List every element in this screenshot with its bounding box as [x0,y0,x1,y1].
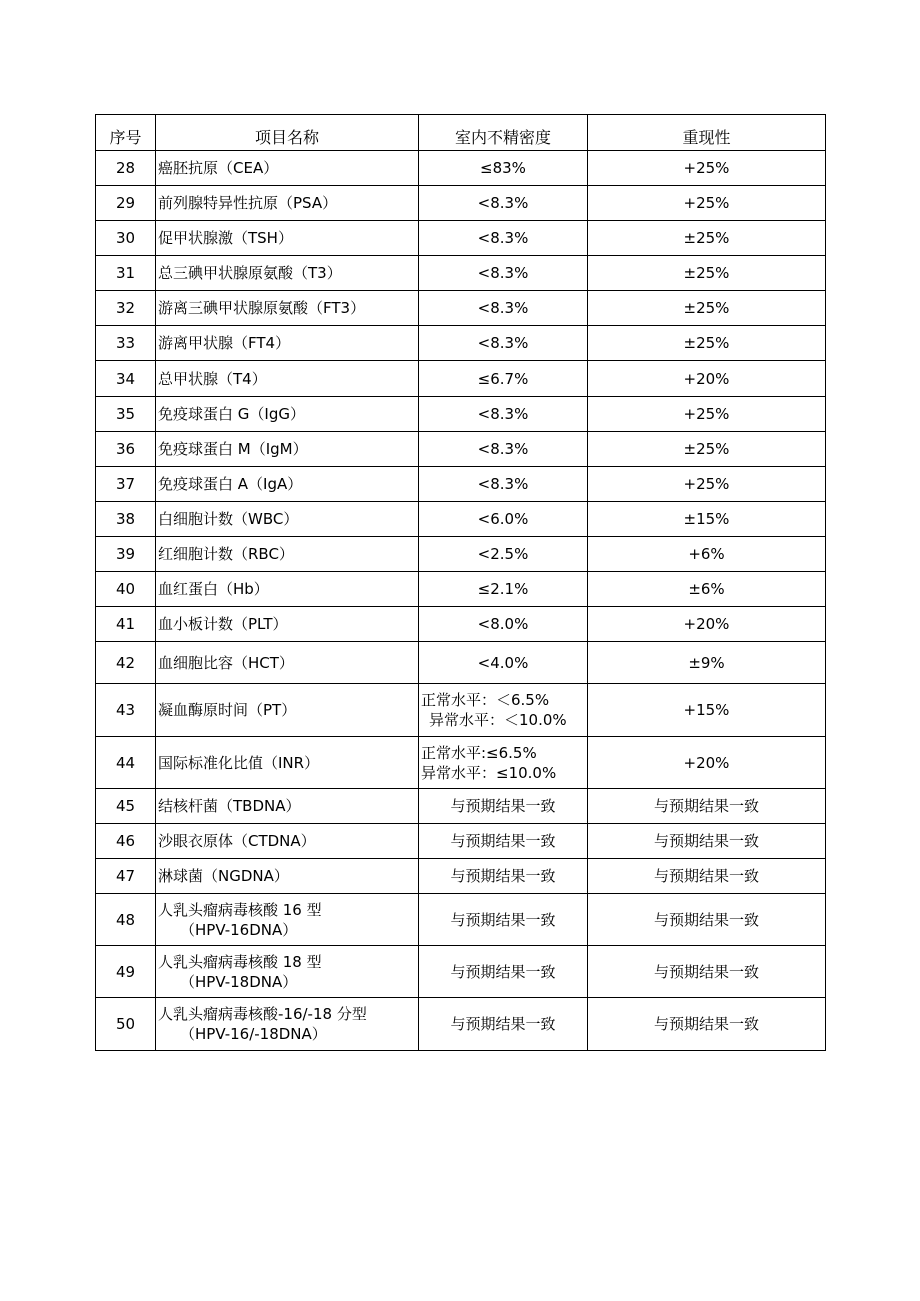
row-name-line-1: 人乳头瘤病毒核酸 18 型 [158,952,322,971]
row-imprecision: 与预期结果一致 [419,946,588,998]
row-no: 28 [96,151,156,186]
row-no: 37 [96,467,156,502]
row-imprecision: ≤2.1% [419,572,588,607]
row-no: 46 [96,824,156,859]
row-name: 沙眼衣原体（CTDNA） [156,824,419,859]
header-serial-no: 序号 [96,115,156,151]
row-name: 凝血酶原时间（PT） [156,684,419,737]
row-name: 癌胚抗原（CEA） [156,151,419,186]
row-imprecision: <8.3% [419,397,588,432]
table-row [96,502,826,537]
table-row [96,859,826,894]
row-reproducibility: 与预期结果一致 [588,894,826,946]
row-imprecision: 与预期结果一致 [419,998,588,1051]
row-imprecision: 与预期结果一致 [419,789,588,824]
row-no: 34 [96,361,156,397]
row-reproducibility: ±25% [588,256,826,291]
table-row [96,737,826,789]
row-reproducibility: ±9% [588,642,826,684]
row-name: 游离甲状腺（FT4） [156,326,419,361]
row-no: 38 [96,502,156,537]
table-row [96,998,826,1051]
header-imprecision: 室内不精密度 [419,115,588,151]
row-reproducibility: 与预期结果一致 [588,789,826,824]
row-imprecision: <8.3% [419,291,588,326]
row-name-line-1: 人乳头瘤病毒核酸-16/-18 分型 [158,1005,367,1023]
row-name: 国际标准化比值（INR） [156,737,419,789]
row-no: 35 [96,397,156,432]
row-name [156,894,419,946]
table-row [96,397,826,432]
row-imprecision: <2.5% [419,537,588,572]
table-row [96,256,826,291]
row-name: 免疫球蛋白 G（IgG） [156,397,419,432]
row-name: 免疫球蛋白 A（IgA） [156,467,419,502]
row-no: 50 [96,998,156,1051]
row-reproducibility: ±25% [588,432,826,467]
row-name: 前列腺特异性抗原（PSA） [156,186,419,221]
row-name [156,946,419,998]
imprecision-abnormal-level: 异常水平：≤10.0% [421,763,557,782]
row-reproducibility: +15% [588,684,826,737]
row-no: 36 [96,432,156,467]
row-reproducibility: +20% [588,361,826,397]
row-reproducibility: ±15% [588,502,826,537]
row-name-line-2: （HPV-18DNA） [180,972,298,991]
table-row [96,824,826,859]
row-no: 44 [96,737,156,789]
row-name: 血细胞比容（HCT） [156,642,419,684]
row-no: 48 [96,894,156,946]
row-name: 促甲状腺激（TSH） [156,221,419,256]
row-reproducibility: 与预期结果一致 [588,859,826,894]
row-no: 47 [96,859,156,894]
row-no: 43 [96,684,156,737]
table-row [96,572,826,607]
table-row [96,291,826,326]
header-reproducibility: 重现性 [588,115,826,151]
row-name [156,998,419,1051]
row-name-line-2: （HPV-16DNA） [180,920,298,939]
table-row [96,432,826,467]
row-no: 32 [96,291,156,326]
row-no: 41 [96,607,156,642]
row-imprecision [419,737,588,789]
row-imprecision: 与预期结果一致 [419,894,588,946]
table-row [96,946,826,998]
row-no: 33 [96,326,156,361]
imprecision-normal-level: 正常水平：＜6.5% [421,691,550,709]
row-reproducibility: 与预期结果一致 [588,998,826,1051]
table-row [96,894,826,946]
table-header-row [96,115,826,151]
performance-table [95,114,826,1051]
row-imprecision: <8.0% [419,607,588,642]
imprecision-abnormal-level: 异常水平：＜10.0% [429,711,567,729]
row-name: 总三碘甲状腺原氨酸（T3） [156,256,419,291]
row-name: 淋球菌（NGDNA） [156,859,419,894]
row-no: 45 [96,789,156,824]
row-reproducibility: ±25% [588,291,826,326]
row-reproducibility: 与预期结果一致 [588,946,826,998]
table-row [96,221,826,256]
row-no: 40 [96,572,156,607]
row-name-line-1: 人乳头瘤病毒核酸 16 型 [158,900,322,919]
row-no: 49 [96,946,156,998]
table-row [96,684,826,737]
row-no: 31 [96,256,156,291]
row-name: 红细胞计数（RBC） [156,537,419,572]
imprecision-normal-level: 正常水平:≤6.5% [421,743,537,762]
row-imprecision: <8.3% [419,467,588,502]
row-name: 血红蛋白（Hb） [156,572,419,607]
row-name: 游离三碘甲状腺原氨酸（FT3） [156,291,419,326]
row-imprecision: ≤6.7% [419,361,588,397]
row-no: 42 [96,642,156,684]
row-reproducibility: +6% [588,537,826,572]
row-imprecision: <8.3% [419,432,588,467]
row-no: 29 [96,186,156,221]
row-name: 结核杆菌（TBDNA） [156,789,419,824]
row-imprecision: <8.3% [419,326,588,361]
row-name: 血小板计数（PLT） [156,607,419,642]
row-imprecision: ≤83% [419,151,588,186]
row-name: 免疫球蛋白 M（IgM） [156,432,419,467]
table-row [96,326,826,361]
row-imprecision: <8.3% [419,221,588,256]
row-name-line-2: （HPV-16/-18DNA） [180,1025,327,1043]
row-imprecision: <8.3% [419,186,588,221]
row-reproducibility: +25% [588,186,826,221]
table-row [96,537,826,572]
row-imprecision: 与预期结果一致 [419,859,588,894]
row-imprecision [419,684,588,737]
row-reproducibility: +20% [588,607,826,642]
row-imprecision: 与预期结果一致 [419,824,588,859]
row-name: 白细胞计数（WBC） [156,502,419,537]
row-reproducibility: +25% [588,397,826,432]
row-imprecision: <6.0% [419,502,588,537]
row-no: 39 [96,537,156,572]
table-row [96,361,826,397]
table-row [96,789,826,824]
row-reproducibility: +20% [588,737,826,789]
row-no: 30 [96,221,156,256]
row-reproducibility: ±25% [588,326,826,361]
table-row [96,186,826,221]
row-reproducibility: ±25% [588,221,826,256]
header-item-name: 项目名称 [156,115,419,151]
table-row [96,607,826,642]
row-reproducibility: 与预期结果一致 [588,824,826,859]
row-imprecision: <8.3% [419,256,588,291]
row-reproducibility: +25% [588,467,826,502]
row-reproducibility: ±6% [588,572,826,607]
table-row [96,642,826,684]
row-name: 总甲状腺（T4） [156,361,419,397]
row-imprecision: <4.0% [419,642,588,684]
table-row [96,467,826,502]
row-reproducibility: +25% [588,151,826,186]
table-row [96,151,826,186]
